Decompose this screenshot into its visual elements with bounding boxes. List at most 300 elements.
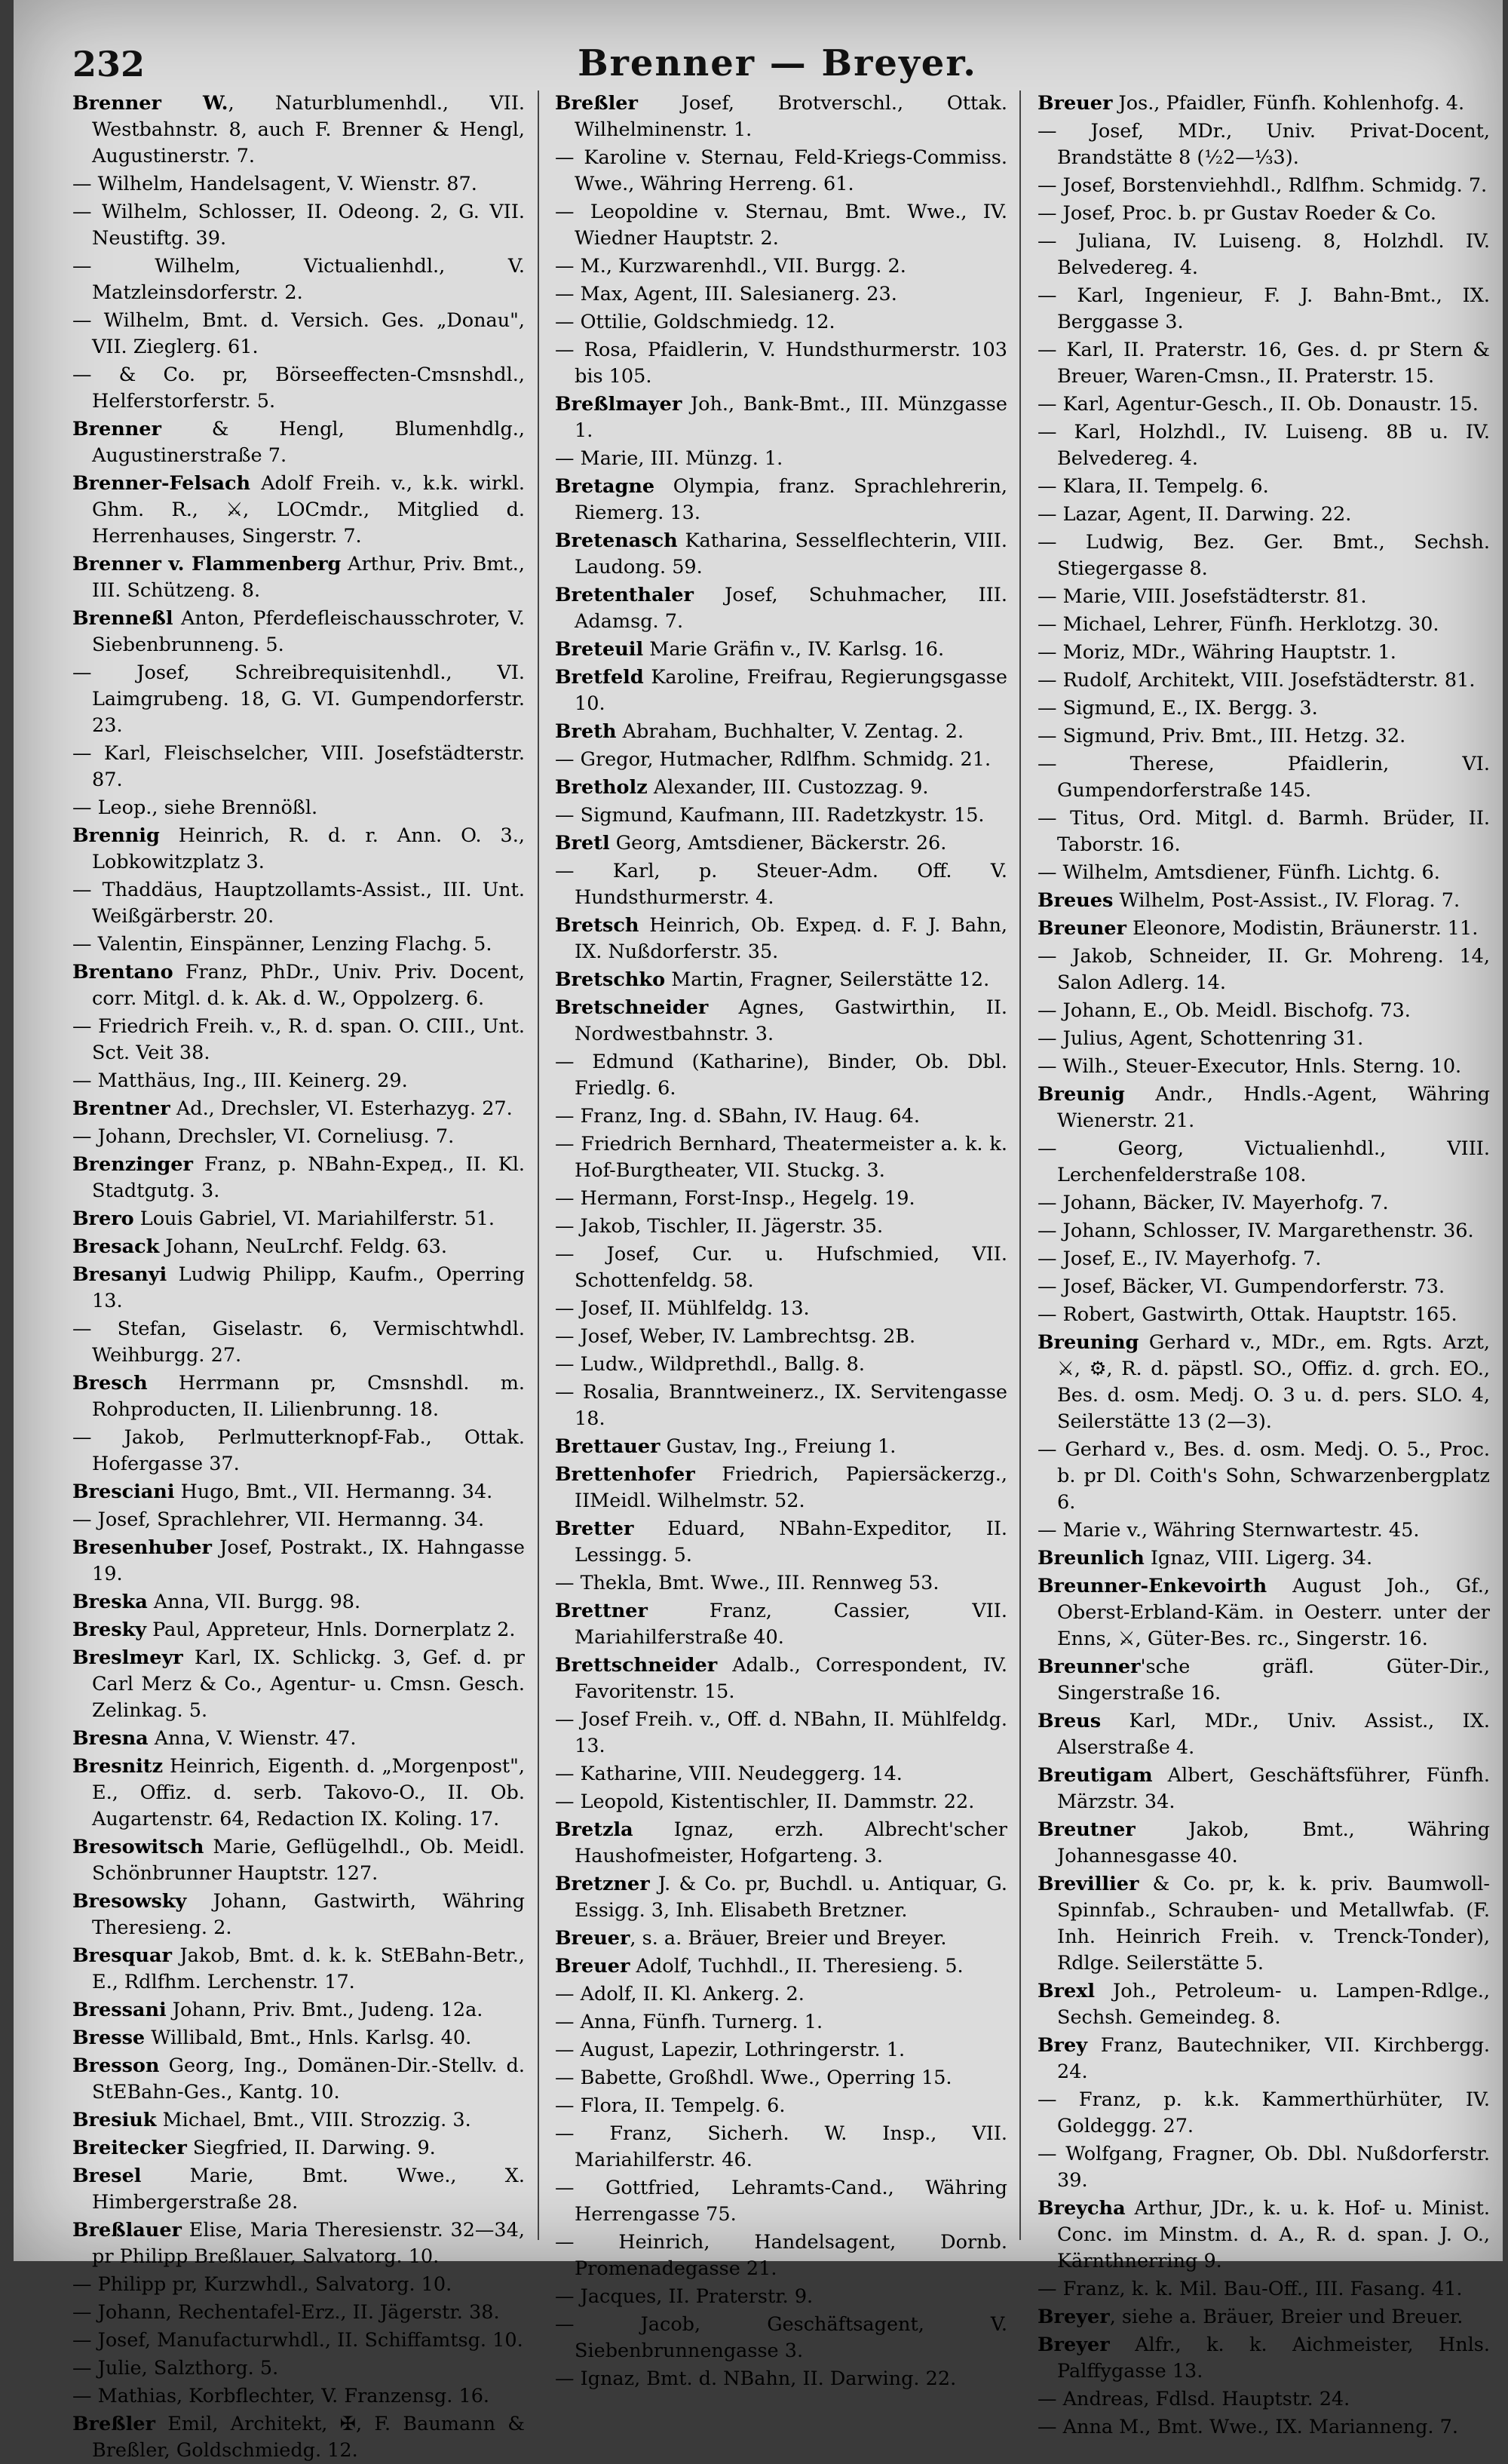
entry-surname: Bretl xyxy=(555,832,610,855)
directory-entry xyxy=(72,2300,525,2326)
entry-details: Karoline, Freifrau, Regierungsgasse 10. xyxy=(575,666,1007,715)
directory-entry xyxy=(555,1103,1007,1130)
entry-surname: Breuning xyxy=(1038,1331,1139,1354)
entry-details: — Franz, k. k. Mil. Bau-Off., III. Fasang. 41. xyxy=(1038,2278,1463,2300)
entry-details: — & Co. pr, Börseeffecten-Cmsnshdl., Helferstorferstr. 5. xyxy=(72,364,525,413)
directory-entry xyxy=(1038,1190,1490,1217)
directory-entry xyxy=(1038,1517,1490,1544)
entry-details: Anton, Pferdefleischausschroter, V. Siebenbrunneng. 5. xyxy=(92,607,525,656)
directory-entry xyxy=(1038,1218,1490,1244)
column-3 xyxy=(1038,91,1490,2438)
directory-entry xyxy=(555,1379,1007,1432)
directory-entry xyxy=(72,1726,525,1752)
entry-details: Ad., Drechsler, VI. Esterhazyg. 27. xyxy=(170,1097,513,1120)
directory-entry xyxy=(72,1479,525,1505)
entry-surname: Bresowitsch xyxy=(72,1836,204,1858)
entry-details: — Wilhelm, Amtsdiener, Fünfh. Lichtg. 6. xyxy=(1038,861,1440,884)
entry-details: — Johann, Bäcker, IV. Mayerhofg. 7. xyxy=(1038,1192,1389,1214)
directory-entry xyxy=(555,2284,1007,2310)
directory-entry xyxy=(555,2229,1007,2282)
entry-surname: Breitecker xyxy=(72,2137,187,2159)
directory-entry xyxy=(555,2093,1007,2119)
entry-details: Heinrich, Ob. Expeд. d. F. J. Bahn, IX. Nußdorferstr. 35. xyxy=(575,914,1007,963)
entry-details: Hugo, Bmt., VII. Hermanng. 34. xyxy=(174,1481,493,1503)
entry-details: Marie, Bmt. Wwe., X. Himbergerstraße 28. xyxy=(92,2165,525,2214)
directory-entry xyxy=(555,2175,1007,2228)
directory-entry xyxy=(72,2053,525,2106)
directory-entry xyxy=(555,719,1007,745)
entry-details: — Julie, Salzthorg. 5. xyxy=(72,2357,279,2380)
directory-entry xyxy=(555,145,1007,198)
entry-details: Agnes, Gastwirthin, II. Nordwestbahnstr. 3. xyxy=(575,996,1007,1045)
directory-entry xyxy=(1038,502,1490,528)
entry-details: Andr., Hndls.-Agent, Währing Wienerstr. 21. xyxy=(1057,1083,1490,1132)
directory-entry xyxy=(555,1462,1007,1514)
entry-surname: Bretagne xyxy=(555,475,655,498)
entry-details: — Johann, Rechentafel-Erz., II. Jägerstr. 38. xyxy=(72,2301,500,2324)
directory-entry xyxy=(1038,529,1490,582)
directory-entry xyxy=(72,1834,525,1887)
directory-entry xyxy=(1038,667,1490,694)
entry-details: — Karl, II. Praterstr. 16, Ges. d. pr Stern & Breuer, Waren-Cmsn., II. Praterstr. 15. xyxy=(1038,339,1490,388)
entry-details: — Ignaz, Bmt. d. NBahn, II. Darwing. 22. xyxy=(555,2367,957,2390)
entry-details: — Wilhelm, Victualienhdl., V. Matzleinsdorferstr. 2. xyxy=(72,255,525,304)
entry-details: Anna, VII. Burgg. 98. xyxy=(147,1591,361,1613)
entry-details: — Friedrich Bernhard, Theatermeister a. k. k. Hof-Burgtheater, VII. Stuckg. 3. xyxy=(555,1133,1007,1182)
entry-details: Johann, Priv. Bmt., Judeng. 12a. xyxy=(166,1999,483,2021)
directory-entry xyxy=(555,337,1007,390)
entry-surname: Bresciani xyxy=(72,1481,175,1503)
entry-details: — Rudolf, Architekt, VIII. Josefstädterstr. 81. xyxy=(1038,669,1476,692)
entry-surname: Brennig xyxy=(72,824,160,847)
directory-entry xyxy=(1038,998,1490,1024)
directory-entry xyxy=(555,1352,1007,1378)
entry-details: Ignaz, erzh. Albrecht'scher Haushofmeister, Hofgarteng. 3. xyxy=(575,1818,1007,1867)
entry-details: — Josef, Manufacturwhdl., II. Schiffamtsg. 10. xyxy=(72,2329,523,2352)
entry-details: — Gerhard v., Bes. d. osm. Medj. O. 5., Proc. b. pr Dl. Coith's Sohn, Schwarzenbergplatz 6. xyxy=(1038,1438,1490,1514)
directory-entry xyxy=(555,446,1007,472)
directory-entry xyxy=(72,1889,525,1941)
directory-entry xyxy=(72,2107,525,2134)
entry-surname: Brenner v. Flammenberg xyxy=(72,553,342,575)
entry-details: — Josef, II. Mühlfeldg. 13. xyxy=(555,1297,810,1320)
directory-entry xyxy=(1038,1302,1490,1328)
entry-details: Albert, Geschäftsführer, Fünfh. Märzstr. 34. xyxy=(1057,1764,1490,1813)
entry-details: Martin, Fragner, Seilerstätte 12. xyxy=(665,968,990,991)
entry-surname: Breßler xyxy=(555,92,638,115)
directory-entry xyxy=(72,1645,525,1724)
entry-details: — Robert, Gastwirth, Ottak. Hauptstr. 165. xyxy=(1038,1303,1457,1326)
entry-details: Elise, Maria Theresienstr. 32—34, pr Philipp Breßlauer, Salvatorg. 10. xyxy=(92,2219,525,2268)
directory-entry xyxy=(555,528,1007,581)
directory-entry xyxy=(72,2383,525,2410)
entry-surname: Brenner xyxy=(72,418,161,440)
entry-details: — Josef, E., IV. Mayerhofg. 7. xyxy=(1038,1247,1322,1270)
entry-details: Joh., Petroleum- u. Lampen-Rdlge., Sechsh. Gemeindeg. 8. xyxy=(1057,1980,1490,2029)
directory-entry xyxy=(1038,2276,1490,2303)
entry-details: — Therese, Pfaidlerin, VI. Gumpendorferstraße 145. xyxy=(1038,753,1490,802)
entry-surname: Brettschneider xyxy=(555,1654,718,1677)
entry-details: Franz, p. NBahn-Expeд., II. Kl. Stadtgutg. 3. xyxy=(92,1153,525,1202)
directory-entry xyxy=(555,2037,1007,2064)
entry-surname: Bresse xyxy=(72,2027,146,2049)
directory-entry xyxy=(1038,2386,1490,2413)
directory-entry xyxy=(555,858,1007,911)
entry-details: — Wilhelm, Bmt. d. Versich. Ges. „Donau", VII. Zieglerg. 61. xyxy=(72,309,525,358)
directory-entry xyxy=(555,2009,1007,2036)
directory-entry xyxy=(1038,1082,1490,1134)
entry-surname: Brentner xyxy=(72,1097,170,1120)
directory-entry xyxy=(1038,283,1490,336)
entry-details: — Franz, Sicherh. W. Insp., VII. Mariahilferstr. 46. xyxy=(555,2122,1007,2171)
directory-entry xyxy=(1038,888,1490,914)
entry-details: Johann, Gastwirth, Währing Theresieng. 2. xyxy=(92,1890,525,1939)
directory-entry xyxy=(555,1296,1007,1322)
entry-details: — Johann, Drechsler, VI. Corneliusg. 7. xyxy=(72,1125,455,1148)
entry-details: — Jakob, Schneider, II. Gr. Mohreng. 14, Salon Adlerg. 14. xyxy=(1038,945,1490,994)
directory-entry xyxy=(72,2025,525,2051)
entry-details: — Thekla, Bmt. Wwe., III. Rennweg 53. xyxy=(555,1572,939,1594)
entry-details: Marie, Geflügelhdl., Ob. Meidl. Schönbrunner Hauptstr. 127. xyxy=(92,1836,525,1885)
entry-details: — Johann, E., Ob. Meidl. Bischofg. 73. xyxy=(1038,999,1411,1022)
directory-entry xyxy=(1038,2196,1490,2275)
entry-details: — Karl, Ingenieur, F. J. Bahn-Bmt., IX. Berggasse 3. xyxy=(1038,284,1490,333)
entry-details: — Andreas, Fdlsd. Hauptstr. 24. xyxy=(1038,2388,1350,2410)
directory-entry xyxy=(72,1316,525,1369)
directory-entry xyxy=(1038,1136,1490,1189)
directory-entry xyxy=(555,664,1007,717)
entry-surname: Brettauer xyxy=(555,1435,661,1458)
entry-details: — Josef, Weber, IV. Lambrechtsg. 2B. xyxy=(555,1325,916,1348)
entry-details: Jakob, Bmt., Währing Johannesgasse 40. xyxy=(1057,1818,1490,1867)
directory-entry xyxy=(555,91,1007,143)
entry-details: — Max, Agent, III. Salesianerg. 23. xyxy=(555,283,897,305)
entry-details: — Stefan, Giselastr. 6, Vermischtwhdl. Weihburgg. 27. xyxy=(72,1318,525,1367)
directory-entry xyxy=(1038,916,1490,942)
entry-details: — Heinrich, Handelsagent, Dornb. Promenadegasse 21. xyxy=(555,2231,1007,2280)
entry-details: Georg, Amtsdiener, Bäckerstr. 26. xyxy=(609,832,947,855)
entry-surname: Breus xyxy=(1038,1710,1102,1732)
directory-entry xyxy=(72,660,525,739)
directory-entry xyxy=(72,471,525,550)
directory-entry xyxy=(72,91,525,170)
entry-details: — Mathias, Korbflechter, V. Franzensg. 16. xyxy=(72,2385,490,2407)
directory-entry xyxy=(72,253,525,306)
directory-entry xyxy=(1038,751,1490,804)
entry-details: — Wilh., Steuer-Executor, Hnls. Sterng. 10. xyxy=(1038,1055,1462,1078)
directory-entry xyxy=(555,1817,1007,1870)
directory-entry xyxy=(555,995,1007,1048)
directory-entry xyxy=(72,2355,525,2382)
entry-details: Heinrich, Eigenth. d. „Morgenpost", E., Offiz. d. serb. Takovo-O., II. Ob. Augartenstr. 64, Redaction IX. Koling. 17. xyxy=(92,1755,525,1830)
entry-details: — Wilhelm, Schlosser, II. Odeong. 2, G. VII. Neustiftg. 39. xyxy=(72,201,525,250)
entry-surname: Bressani xyxy=(72,1999,167,2021)
entry-details: — Josef, Schreibrequisitenhdl., VI. Laimgrubeng. 18, G. VI. Gumpendorferstr. 23. xyxy=(72,661,525,737)
entry-details: Alfr., k. k. Aichmeister, Hnls. Palffygasse 13. xyxy=(1057,2334,1490,2383)
entry-details: Michael, Bmt., VIII. Strozzig. 3. xyxy=(156,2109,471,2131)
directory-entry xyxy=(555,199,1007,252)
entry-details: — Babette, Großhdl. Wwe., Operring 15. xyxy=(555,2067,952,2089)
entry-details: — Karl, Agentur-Gesch., II. Ob. Donaustr. 15. xyxy=(1038,393,1479,416)
entry-surname: Breutigam xyxy=(1038,1764,1153,1787)
directory-entry xyxy=(555,1186,1007,1212)
entry-details: — Ottilie, Goldschmiedg. 12. xyxy=(555,311,835,333)
entry-details: — Julius, Agent, Schottenring 31. xyxy=(1038,1027,1364,1050)
column-1 xyxy=(72,91,525,2462)
page-number: 232 xyxy=(72,44,146,84)
entry-surname: Bresquar xyxy=(72,1944,172,1967)
entry-details: — Josef, Borstenviehhdl., Rdlfhm. Schmidg. 7. xyxy=(1038,174,1488,197)
directory-entry xyxy=(555,2121,1007,2174)
directory-entry xyxy=(1038,612,1490,638)
directory-entry xyxy=(72,1068,525,1094)
entry-surname: Brero xyxy=(72,1207,134,1230)
entry-surname: Brettner xyxy=(555,1600,648,1622)
directory-entry xyxy=(555,1981,1007,2008)
directory-entry xyxy=(555,1953,1007,1980)
directory-entry xyxy=(555,802,1007,829)
directory-entry xyxy=(555,637,1007,663)
entry-surname: Brenner W. xyxy=(72,92,228,115)
entry-details: Adalb., Correspondent, IV. Favoritenstr. 15. xyxy=(575,1654,1007,1703)
entry-details: , s. a. Bräuer, Breier und Breyer. xyxy=(630,1927,947,1950)
directory-entry xyxy=(72,1425,525,1477)
entry-surname: Brevillier xyxy=(1038,1873,1139,1895)
entry-surname: Bretenasch xyxy=(555,529,678,552)
directory-entry xyxy=(72,1943,525,1996)
entry-details: — Marie, III. Münzg. 1. xyxy=(555,447,783,470)
directory-entry xyxy=(1038,1871,1490,1977)
directory-entry xyxy=(72,2272,525,2298)
directory-entry xyxy=(72,1206,525,1232)
directory-entry xyxy=(555,2312,1007,2364)
directory-entry xyxy=(555,1570,1007,1597)
directory-entry xyxy=(72,931,525,958)
entry-details: , siehe a. Bräuer, Breier und Breuer. xyxy=(1109,2306,1464,2328)
entry-surname: Breunlich xyxy=(1038,1547,1145,1570)
entry-details: — Klara, II. Tempelg. 6. xyxy=(1038,475,1269,498)
directory-entry xyxy=(555,830,1007,857)
entry-details: — Franz, p. k.k. Kammerthürhüter, IV. Goldeggg. 27. xyxy=(1038,2088,1490,2137)
entry-surname: Breuer xyxy=(555,1955,630,1978)
entry-details: — Leopoldine v. Sternau, Bmt. Wwe., IV. Wiedner Hauptstr. 2. xyxy=(555,201,1007,250)
directory-entry xyxy=(1038,1545,1490,1572)
entry-surname: Breutner xyxy=(1038,1818,1136,1841)
entry-details: — Josef, MDr., Univ. Privat-Docent, Brandstätte 8 (½2—⅓3). xyxy=(1038,120,1490,169)
entry-details: — Ludwig, Bez. Ger. Bmt., Sechsh. Stiegergasse 8. xyxy=(1038,531,1490,580)
directory-entry xyxy=(72,1014,525,1066)
entry-surname: Bresnitz xyxy=(72,1755,164,1778)
directory-entry xyxy=(555,775,1007,801)
entry-details: Eleonore, Modistin, Bräunerstr. 11. xyxy=(1126,917,1479,940)
directory-entry xyxy=(1038,1330,1490,1435)
directory-entry xyxy=(555,967,1007,993)
directory-entry xyxy=(1038,337,1490,390)
entry-details: — Adolf, II. Kl. Ankerg. 2. xyxy=(555,1983,805,2005)
entry-surname: Breßler xyxy=(72,2413,155,2435)
directory-entry xyxy=(1038,2332,1490,2385)
directory-entry xyxy=(1038,201,1490,227)
entry-surname: Bresel xyxy=(72,2165,142,2187)
entry-surname: Breteuil xyxy=(555,638,644,661)
directory-entry xyxy=(72,795,525,821)
entry-details: Arthur, Priv. Bmt., III. Schützeng. 8. xyxy=(92,553,525,602)
entry-details: — Valentin, Einspänner, Lenzing Flachg. 5. xyxy=(72,933,492,956)
entry-surname: Bretholz xyxy=(555,776,648,799)
directory-entry xyxy=(72,1096,525,1122)
entry-surname: Brenneßl xyxy=(72,607,173,630)
entry-details: — Thaddäus, Hauptzollamts-Assist., III. Unt. Weißgärberstr. 20. xyxy=(72,879,525,928)
directory-entry xyxy=(1038,2033,1490,2085)
entry-details: Paul, Appreteur, Hnls. Dornerplatz 2. xyxy=(146,1619,516,1641)
directory-entry xyxy=(555,1324,1007,1350)
entry-details: Arthur, JDr., k. u. k. Hof- u. Minist. Conc. im Minstm. d. A., R. d. span. J. O., Kärnthnerring 9. xyxy=(1057,2197,1490,2272)
entry-details: Abraham, Buchhalter, V. Zentag. 2. xyxy=(616,720,964,743)
entry-details: & Hengl, Blumenhdlg., Augustinerstraße 7. xyxy=(92,418,525,467)
entry-details: — Flora, II. Tempelg. 6. xyxy=(555,2094,786,2117)
directory-entry xyxy=(1038,419,1490,472)
entry-surname: Bresson xyxy=(72,2054,160,2077)
entry-surname: Breunig xyxy=(1038,1083,1125,1106)
entry-details: — Josef Freih. v., Off. d. NBahn, II. Mühlfeldg. 13. xyxy=(555,1708,1007,1757)
entry-details: Gerhard v., MDr., em. Rgts. Arzt, ⚔, ⚙, R. d. päpstl. SO., Offiz. d. grch. EO., Bes. d. osm. Medj. O. 3 u. d. pers. SLO. 4, Seilerstätte 13 (2—3). xyxy=(1057,1331,1490,1433)
directory-columns xyxy=(72,91,1490,2462)
entry-details: — Leopold, Kistentischler, II. Dammstr. 22. xyxy=(555,1790,975,1813)
directory-entry xyxy=(72,1370,525,1423)
entry-details: Franz, Cassier, VII. Mariahilferstraße 40. xyxy=(575,1600,1007,1649)
entry-surname: Breycha xyxy=(1038,2197,1126,2220)
entry-details: — Sigmund, Priv. Bmt., III. Hetzg. 32. xyxy=(1038,725,1406,747)
directory-entry xyxy=(72,1617,525,1643)
entry-details: — Jacques, II. Praterstr. 9. xyxy=(555,2285,814,2308)
directory-entry xyxy=(1038,584,1490,610)
directory-entry xyxy=(555,309,1007,336)
entry-details: — Sigmund, E., IX. Bergg. 3. xyxy=(1038,697,1318,720)
directory-entry xyxy=(72,1262,525,1315)
entry-details: — Jacob, Geschäftsagent, V. Siebenbrunnengasse 3. xyxy=(555,2313,1007,2362)
directory-entry xyxy=(555,391,1007,444)
entry-surname: Breunner-Enkevoirth xyxy=(1038,1575,1267,1597)
directory-entry xyxy=(1038,1708,1490,1761)
directory-entry xyxy=(555,281,1007,308)
entry-details: — Anna M., Bmt. Wwe., IX. Marianneng. 7. xyxy=(1038,2416,1458,2438)
directory-entry xyxy=(1038,944,1490,996)
entry-details: — Karl, Fleischselcher, VIII. Josefstädterstr. 87. xyxy=(72,742,525,791)
entry-details: J. & Co. pr, Buchdl. u. Antiquar, G. Essigg. 3, Inh. Elisabeth Bretzner. xyxy=(575,1873,1007,1922)
directory-entry xyxy=(72,2163,525,2216)
directory-entry xyxy=(72,2327,525,2354)
entry-surname: Bretzla xyxy=(555,1818,633,1841)
entry-surname: Breyer xyxy=(1038,2306,1110,2328)
entry-details: — Franz, Ing. d. SBahn, IV. Haug. 64. xyxy=(555,1105,920,1128)
entry-surname: Bretenthaler xyxy=(555,584,694,606)
entry-details: — Josef, Proc. b. pr Gustav Roeder & Co. xyxy=(1038,202,1436,225)
entry-surname: Breuer xyxy=(1038,92,1113,115)
directory-entry xyxy=(72,959,525,1012)
entry-details: — Marie, VIII. Josefstädterstr. 81. xyxy=(1038,585,1367,608)
entry-details: — Gottfried, Lehramts-Cand., Währing Herrengasse 75. xyxy=(555,2177,1007,2226)
entry-details: — Moriz, MDr., Währing Hauptstr. 1. xyxy=(1038,641,1396,664)
directory-entry xyxy=(555,474,1007,526)
entry-details: Ignaz, VIII. Ligerg. 34. xyxy=(1144,1547,1373,1570)
page-header xyxy=(72,29,1482,97)
entry-details: — Sigmund, Kaufmann, III. Radetzkystr. 15. xyxy=(555,804,985,827)
directory-entry xyxy=(555,1241,1007,1294)
directory-entry xyxy=(72,1754,525,1833)
directory-entry xyxy=(1038,1026,1490,1052)
entry-surname: Breunner xyxy=(1038,1655,1141,1678)
entry-details: Anna, V. Wienstr. 47. xyxy=(148,1727,357,1750)
entry-details: — M., Kurzwarenhdl., VII. Burgg. 2. xyxy=(555,255,906,278)
directory-entry xyxy=(555,2366,1007,2392)
entry-surname: Bresch xyxy=(72,1372,148,1395)
entry-surname: Bresky xyxy=(72,1619,147,1641)
entry-surname: Bretschneider xyxy=(555,996,709,1019)
directory-entry xyxy=(1038,1274,1490,1300)
entry-surname: Brenzinger xyxy=(72,1153,193,1176)
directory-entry xyxy=(1038,2304,1490,2331)
entry-details: Marie Gräfin v., IV. Karlsg. 16. xyxy=(643,638,945,661)
entry-details: — Hermann, Forst-Insp., Hegelg. 19. xyxy=(555,1187,915,1210)
entry-surname: Brenner-Felsach xyxy=(72,472,251,495)
directory-entry xyxy=(1038,1654,1490,1707)
entry-details: Friedrich, Papiersäckerzg., IIMeidl. Wilhelmstr. 52. xyxy=(575,1463,1007,1512)
entry-details: Olympia, franz. Sprachlehrerin, Riemerg. 13. xyxy=(575,475,1007,524)
entry-surname: Bresna xyxy=(72,1727,149,1750)
entry-details: Ludwig Philipp, Kaufm., Operring 13. xyxy=(92,1263,525,1312)
directory-entry xyxy=(555,1598,1007,1651)
entry-details: — Karl, p. Steuer-Adm. Off. V. Hundsthurmerstr. 4. xyxy=(555,860,1007,909)
directory-entry xyxy=(555,1652,1007,1705)
entry-details: Joh., Bank-Bmt., III. Münzgasse 1. xyxy=(575,393,1007,442)
directory-entry xyxy=(1038,640,1490,666)
directory-entry xyxy=(72,2135,525,2162)
directory-entry xyxy=(72,1535,525,1588)
entry-details: Herrmann pr, Cmsnshdl. m. Rohproducten, II. Lilienbrunng. 18. xyxy=(92,1372,525,1421)
entry-details: — Matthäus, Ing., III. Keinerg. 29. xyxy=(72,1069,408,1092)
directory-entry xyxy=(1038,2087,1490,2140)
entry-details: — Ludw., Wildprethdl., Ballg. 8. xyxy=(555,1353,865,1376)
entry-details: Georg, Ing., Domänen-Dir.-Stellv. d. StEBahn-Ges., Kantg. 10. xyxy=(92,2054,525,2103)
entry-surname: Bretfeld xyxy=(555,666,644,689)
entry-details: — Anna, Fünfh. Turnerg. 1. xyxy=(555,2011,823,2033)
directory-entry xyxy=(555,1131,1007,1184)
directory-entry xyxy=(72,362,525,415)
entry-surname: Breslmeyr xyxy=(72,1646,183,1669)
directory-entry xyxy=(1038,805,1490,858)
entry-details: Josef, Schuhmacher, III. Adamsg. 7. xyxy=(575,584,1007,633)
entry-details: — Karl, Holzhdl., IV. Luiseng. 8B u. IV. Belvedereg. 4. xyxy=(1038,421,1490,470)
entry-surname: Bretschko xyxy=(555,968,666,991)
entry-details: Wilhelm, Post-Assist., IV. Florag. 7. xyxy=(1113,889,1460,912)
directory-entry xyxy=(72,1152,525,1204)
entry-details: Katharina, Sesselflechterin, VIII. Laudong. 59. xyxy=(575,529,1007,578)
entry-details: Josef, Postrakt., IX. Hahngasse 19. xyxy=(92,1536,525,1585)
entry-details: Siegfried, II. Darwing. 9. xyxy=(186,2137,436,2159)
column-2 xyxy=(555,91,1007,2390)
entry-details: Eduard, NBahn-Expeditor, II. Lessingg. 5. xyxy=(575,1517,1007,1566)
entry-details: — Michael, Lehrer, Fünfh. Herklotzg. 30. xyxy=(1038,613,1439,636)
directory-entry xyxy=(72,1589,525,1616)
directory-entry xyxy=(72,823,525,876)
entry-details: — Rosalia, Branntweinerz., IX. Servitengasse 18. xyxy=(555,1381,1007,1430)
entry-surname: Bresack xyxy=(72,1235,160,1258)
entry-details: — Friedrich Freih. v., R. d. span. O. CIII., Unt. Sct. Veit 38. xyxy=(72,1015,525,1064)
directory-entry xyxy=(555,1789,1007,1815)
directory-entry xyxy=(72,1507,525,1533)
directory-entry xyxy=(72,171,525,198)
directory-entry xyxy=(555,1049,1007,1102)
